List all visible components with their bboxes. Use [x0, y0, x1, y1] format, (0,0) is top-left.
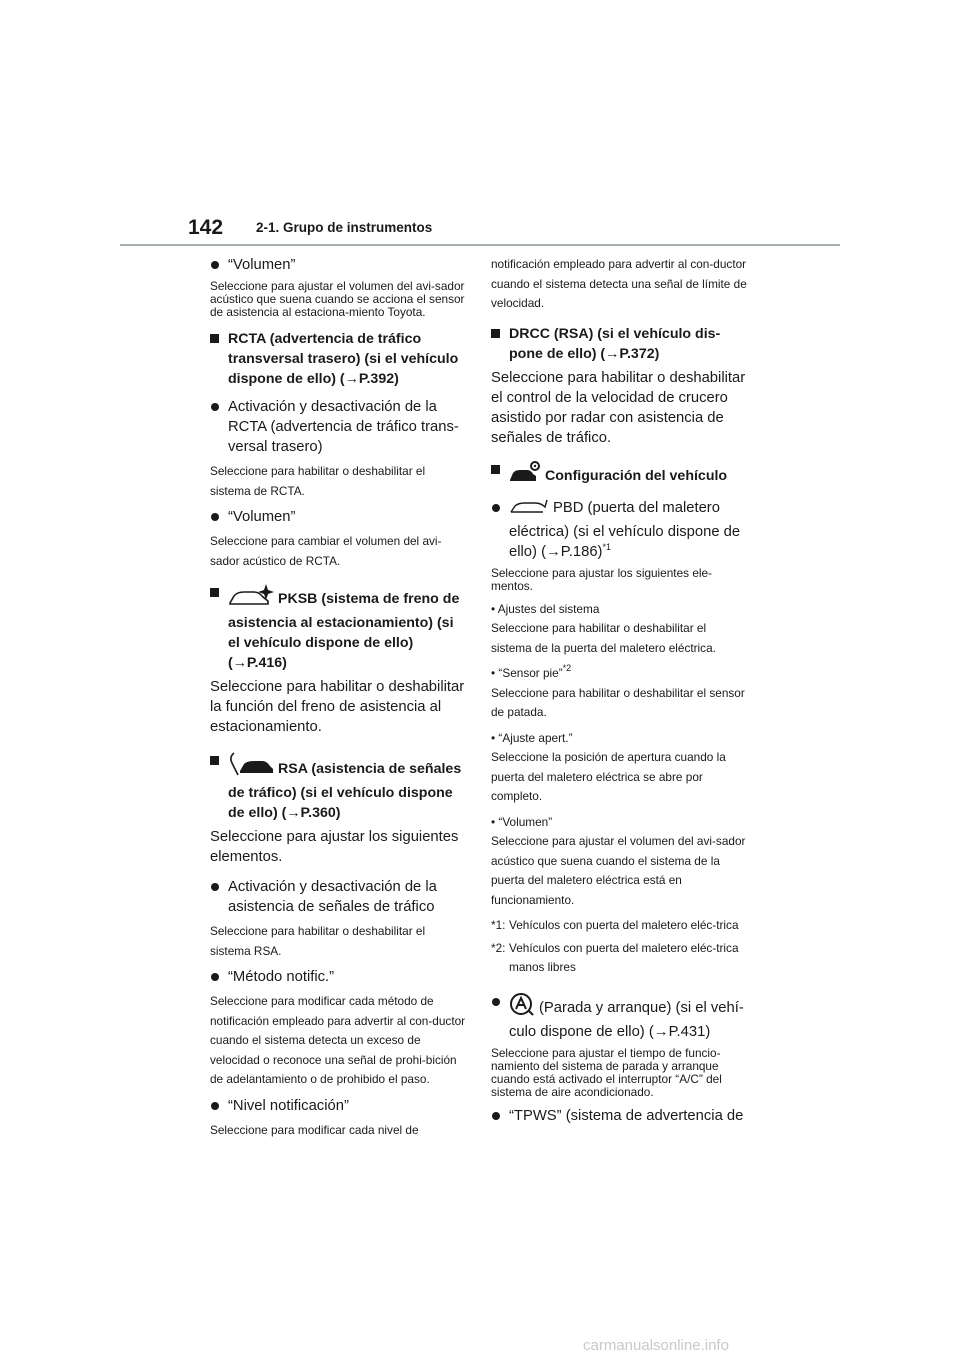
- foot-sensor-label: • “Sensor pie”: [491, 666, 563, 680]
- tailgate-volume-text: Seleccione para ajustar el volumen del avi-sador acústico que suena cuando el sistema de la puerta del maletero eléctrica está en funcionamiento.: [491, 834, 746, 907]
- reference-arrow-icon: →: [232, 655, 247, 671]
- volume-item-text: Seleccione para ajustar el volumen del avi-sador acústico que suena cuando se acciona el sensor de asistencia al estaciona-miento Toyota.: [210, 279, 465, 319]
- car-settings-icon: [509, 460, 541, 490]
- volume-item-title: “Volumen”: [210, 255, 466, 275]
- reference-arrow-icon: →: [605, 345, 620, 362]
- footnote-1: [491, 916, 747, 936]
- footnote-2-text: Vehículos con puerta del maletero eléc-trica manos libres: [509, 940, 739, 974]
- tpws-title: “TPWS” (sistema de advertencia de: [491, 1106, 747, 1126]
- rcta-activation-text: Seleccione para habilitar o deshabilitar el sistema de RCTA.: [210, 464, 426, 498]
- drcc-heading: [491, 324, 747, 364]
- footnote-1-mark: *1: [602, 541, 612, 552]
- rsa-text: Seleccione para ajustar los siguientes elementos.: [210, 829, 459, 865]
- footnote-2: [491, 939, 747, 978]
- notification-level-continued: notificación empleado para advertir al con-ductor cuando el sistema detecta una señal de límite de velocidad.: [491, 257, 747, 310]
- rsa-heading-text: RSA (asistencia de señales de tráfico) (si el vehículo dispone de ello) (: [228, 761, 462, 821]
- pbd-page-ref[interactable]: P.186): [560, 543, 603, 560]
- rcta-heading: [210, 329, 466, 389]
- pksb-heading: [210, 583, 466, 673]
- pbd-title: [491, 498, 747, 562]
- rsa-page-ref[interactable]: P.360): [300, 805, 341, 821]
- right-column: [491, 255, 747, 1131]
- pksb-heading-text: PKSB (sistema de freno de asistencia al estacionamiento) (si el vehículo dispone de ello) (: [228, 591, 460, 671]
- tailgate-volume-item: • “Volumen”: [491, 814, 553, 829]
- rsa-heading: [210, 751, 466, 823]
- footnote-2-label: *2:: [491, 940, 506, 955]
- rcta-page-ref[interactable]: P.392): [358, 371, 399, 387]
- foot-sensor-text: Seleccione para habilitar o deshabilitar el sensor de patada.: [491, 685, 745, 719]
- rcta-volume-title: “Volumen”: [210, 507, 466, 527]
- system-settings-text: Seleccione para habilitar o deshabilitar el sistema de la puerta del maletero eléctrica.: [491, 621, 716, 655]
- stop-start-title-text: (Parada y arranque) (si el vehí-culo dispone de ello) (: [509, 999, 744, 1040]
- footnote-1-text: Vehículos con puerta del maletero eléc-trica: [509, 918, 739, 932]
- system-settings-item: • Ajustes del sistema: [491, 601, 600, 616]
- drcc-text: Seleccione para habilitar o deshabilitar el control de la velocidad de crucero asistido por radar con asistencia de señales de tráfico.: [491, 369, 746, 446]
- pksb-text: Seleccione para habilitar o deshabilitar la función del freno de asistencia al estacionamiento.: [210, 679, 465, 735]
- pksb-page-ref[interactable]: P.416): [246, 655, 287, 671]
- drcc-heading-text: DRCC (RSA) (si el vehículo dis-pone de ello) (: [509, 325, 721, 362]
- pbd-text: Seleccione para ajustar los siguientes ele-mentos.: [491, 565, 712, 593]
- pbd-title-text: PBD (puerta del maletero eléctrica) (si el vehículo dispone de ello) (: [509, 499, 741, 560]
- stop-start-text: Seleccione para ajustar el tiempo de funcio-namiento del sistema de parada y arranque cuando está activado el interruptor “A/C” del sistema de aire acondicionado.: [491, 1045, 722, 1099]
- drcc-page-ref[interactable]: P.372): [619, 345, 660, 362]
- chapter-title: 2-1. Grupo de instrumentos: [256, 220, 433, 235]
- notification-level-title: “Nivel notificación”: [210, 1096, 466, 1116]
- left-column: [210, 255, 466, 1146]
- rsa-activation-title: Activación y desactivación de la asistencia de señales de tráfico: [210, 877, 466, 917]
- notification-method-text: Seleccione para modificar cada método de notificación empleado para advertir al con-ductor cuando el sistema detecta un exceso de velocidad o reconoce una señal de prohi-bición de adelantamiento o de prohibido el paso.: [210, 994, 466, 1086]
- rcta-heading-text: RCTA (advertencia de tráfico transversal trasero) (si el vehículo dispone de ello) (: [228, 331, 459, 387]
- opening-adjust-text: Seleccione la posición de apertura cuando la puerta del maletero eléctrica se abre por completo.: [491, 750, 726, 803]
- reference-arrow-icon: →: [546, 543, 561, 560]
- power-tailgate-icon: [509, 498, 549, 522]
- reference-arrow-icon: →: [344, 371, 359, 387]
- reference-arrow-icon: →: [653, 1023, 669, 1040]
- reference-arrow-icon: →: [286, 805, 301, 821]
- foot-sensor-item: [491, 664, 747, 684]
- opening-adjust-item: • “Ajuste apert.”: [491, 730, 573, 745]
- rcta-activation-title: Activación y desactivación de la RCTA (advertencia de tráfico trans-versal trasero): [210, 397, 466, 457]
- page-number: 142: [188, 216, 224, 239]
- vehicle-config-heading-text: Configuración del vehículo: [545, 467, 728, 484]
- notification-level-text: Seleccione para modificar cada nivel de: [210, 1122, 419, 1137]
- stop-start-page-ref[interactable]: P.431): [668, 1023, 711, 1040]
- header-rule: [120, 244, 840, 246]
- stop-start-title: [491, 992, 747, 1042]
- stop-start-a-icon: [509, 992, 535, 1022]
- watermark: carmanualsonline.info: [583, 1337, 729, 1354]
- footnote-1-label: *1:: [491, 918, 506, 932]
- footnote-2-mark: *2: [562, 663, 572, 673]
- vehicle-config-heading: [491, 460, 747, 490]
- rsa-activation-text: Seleccione para habilitar o deshabilitar el sistema RSA.: [210, 924, 426, 958]
- rcta-volume-text: Seleccione para cambiar el volumen del avi-sador acústico de RCTA.: [210, 534, 442, 568]
- notification-method-title: “Método notific.”: [210, 967, 466, 987]
- rsa-sign-car-icon: [228, 751, 274, 783]
- pksb-car-icon: [228, 583, 274, 613]
